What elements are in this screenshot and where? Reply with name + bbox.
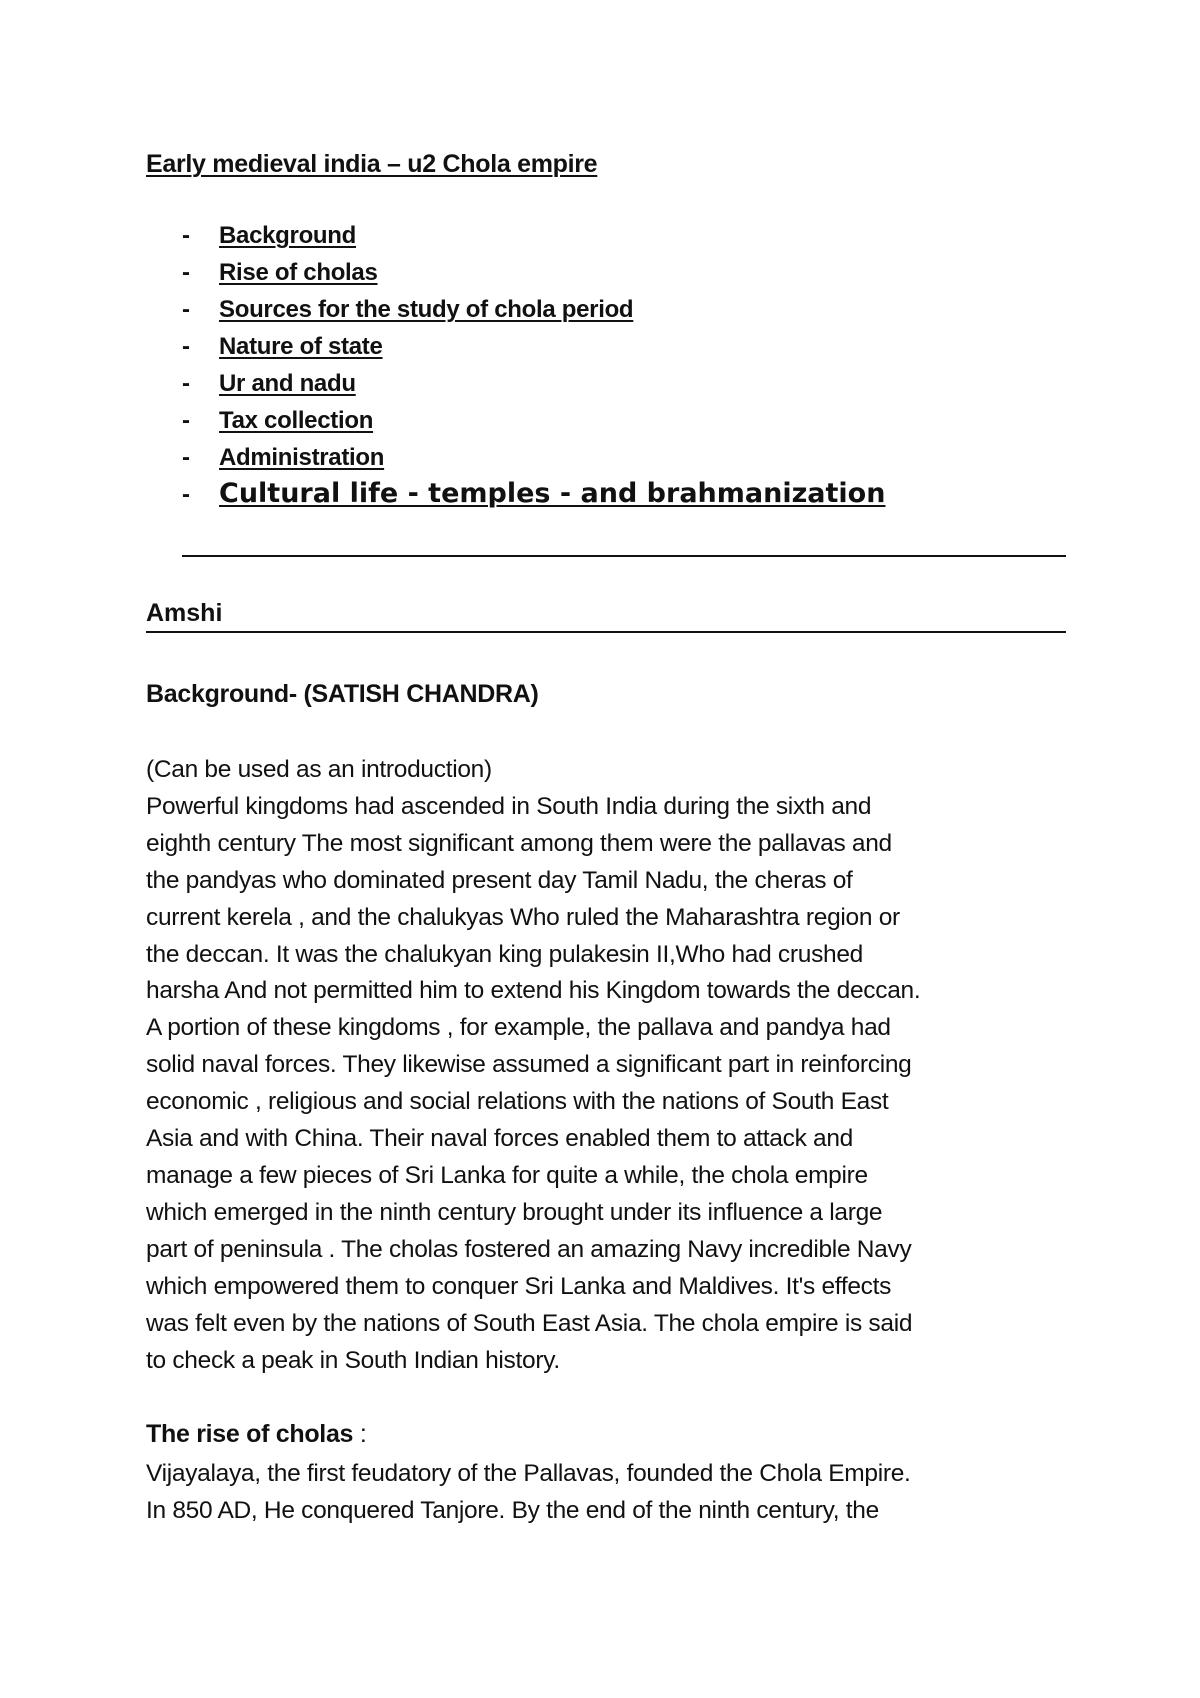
- background-paragraph: [146, 752, 1076, 1379]
- list-dash: -: [182, 296, 190, 323]
- paragraph-line: (Can be used as an introduction): [146, 756, 492, 783]
- paragraph-line: economic , religious and social relations with the nations of South East: [146, 1088, 889, 1116]
- topic-administration: Administration: [219, 444, 385, 471]
- paragraph-line: eighth century The most significant among them were the pallavas and: [146, 829, 892, 857]
- rise-heading-suffix: :: [353, 1420, 367, 1448]
- paragraph-line: current kerela , and the chalukyas Who ruled the Maharashtra region or: [146, 903, 900, 931]
- paragraph-line: In 850 AD, He conquered Tanjore. By the end of the ninth century, the: [146, 1496, 879, 1524]
- rise-of-cholas-heading: [146, 1420, 366, 1449]
- paragraph-line: the deccan. It was the chalukyan king pulakesin II,Who had crushed: [146, 940, 863, 968]
- list-dash: -: [182, 333, 190, 360]
- topic-nature-of-state: Nature of state: [219, 333, 383, 360]
- topic-cultural-life: Cultural life - temples - and brahmanization: [219, 478, 886, 509]
- paragraph-line: part of peninsula . The cholas fostered an amazing Navy incredible Navy: [146, 1235, 912, 1263]
- horizontal-rule: [182, 555, 1066, 557]
- paragraph-line: Vijayalaya, the first feudatory of the Pallavas, founded the Chola Empire.: [146, 1460, 911, 1487]
- list-dash: -: [182, 222, 190, 249]
- paragraph-line: was felt even by the nations of South East Asia. The chola empire is said: [146, 1309, 913, 1337]
- background-heading: Background- (SATISH CHANDRA): [146, 680, 539, 708]
- paragraph-line: which emerged in the ninth century brought under its influence a large: [146, 1198, 883, 1226]
- topic-background: Background: [219, 222, 357, 249]
- paragraph-line: solid naval forces. They likewise assumed a significant part in reinforcing: [146, 1051, 912, 1079]
- paragraph-line: Asia and with China. Their naval forces enabled them to attack and: [146, 1125, 854, 1153]
- paragraph-line: manage a few pieces of Sri Lanka for quite a while, the chola empire: [146, 1161, 868, 1189]
- paragraph-line: which empowered them to conquer Sri Lanka and Maldives. It's effects: [146, 1272, 892, 1300]
- list-dash: -: [182, 407, 190, 434]
- horizontal-rule: [146, 631, 1066, 633]
- topic-ur-and-nadu: Ur and nadu: [219, 370, 356, 397]
- paragraph-line: A portion of these kingdoms , for example, the pallava and pandya had: [146, 1014, 891, 1042]
- topic-rise-of-cholas: Rise of cholas: [219, 259, 378, 286]
- paragraph-line: to check a peak in South Indian history.: [146, 1346, 560, 1374]
- paragraph-line: Powerful kingdoms had ascended in South India during the sixth and: [146, 792, 872, 820]
- author-label: Amshi: [146, 599, 223, 627]
- rise-of-cholas-paragraph: [146, 1456, 1076, 1530]
- rise-heading-text: The rise of cholas: [146, 1420, 354, 1448]
- list-dash: -: [182, 481, 190, 508]
- list-dash: -: [182, 370, 190, 397]
- topic-sources: Sources for the study of chola period: [219, 296, 634, 323]
- paragraph-line: harsha And not permitted him to extend his Kingdom towards the deccan.: [146, 977, 921, 1005]
- paragraph-line: the pandyas who dominated present day Tamil Nadu, the cheras of: [146, 866, 853, 894]
- topic-tax-collection: Tax collection: [219, 407, 374, 434]
- list-dash: -: [182, 444, 190, 471]
- list-dash: -: [182, 259, 190, 286]
- document-title: Early medieval india – u2 Chola empire: [146, 150, 598, 178]
